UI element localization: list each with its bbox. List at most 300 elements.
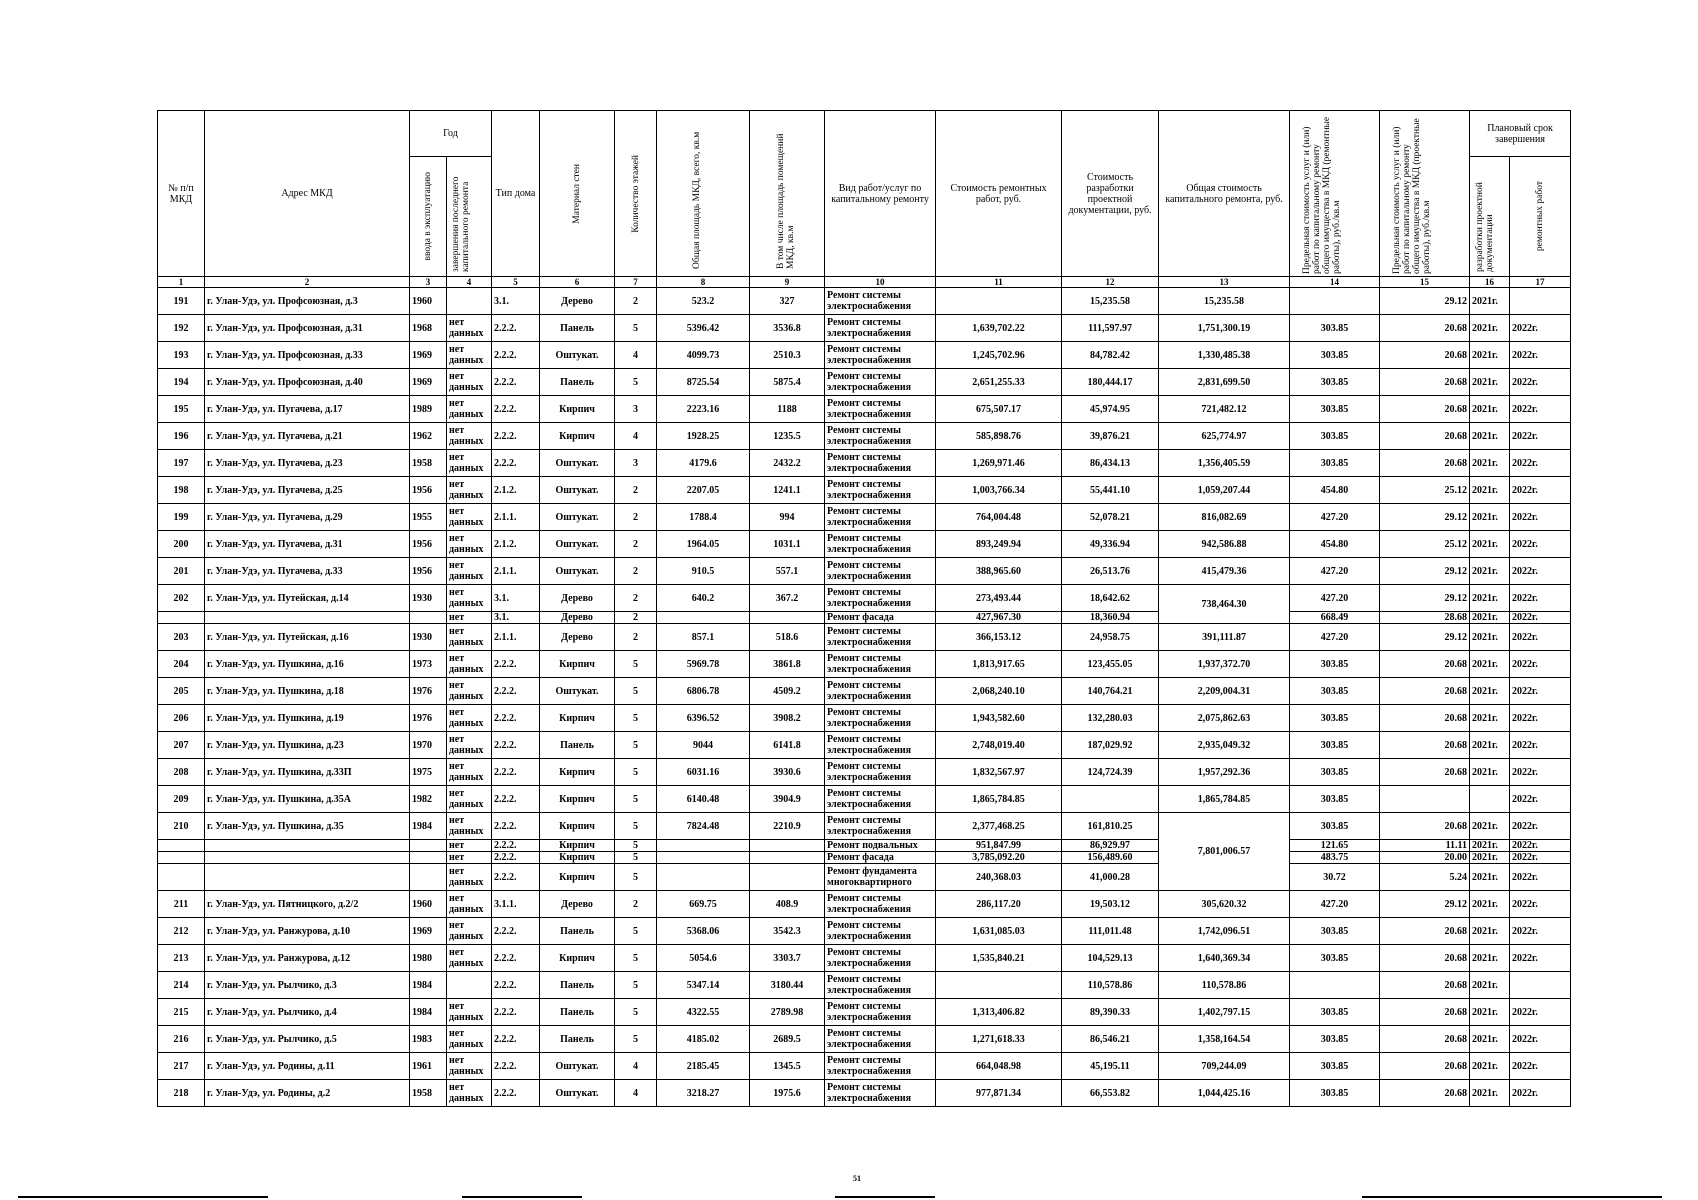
wall-material: Дерево bbox=[540, 624, 615, 651]
year-repair: нет данных bbox=[447, 624, 492, 651]
cost-design bbox=[1062, 786, 1159, 813]
area-premises: 3536.8 bbox=[750, 315, 825, 342]
area-premises: 1345.5 bbox=[750, 1053, 825, 1080]
cost-total: 1,640,369.34 bbox=[1159, 945, 1290, 972]
year-built: 1989 bbox=[410, 396, 447, 423]
row-number: 194 bbox=[158, 369, 205, 396]
address: г. Улан-Удэ, ул. Профсоюзная, д.33 bbox=[205, 342, 410, 369]
cost-design: 132,280.03 bbox=[1062, 705, 1159, 732]
address bbox=[205, 852, 410, 864]
floors: 5 bbox=[615, 840, 657, 852]
row-number: 216 bbox=[158, 1026, 205, 1053]
year-repair: нет данных bbox=[447, 999, 492, 1026]
column-number: 12 bbox=[1062, 277, 1159, 288]
table-row bbox=[158, 531, 1571, 558]
area-total: 2207.05 bbox=[657, 477, 750, 504]
row-number: 217 bbox=[158, 1053, 205, 1080]
cost-repair: 1,832,567.97 bbox=[936, 759, 1062, 786]
floors: 5 bbox=[615, 678, 657, 705]
limit-design: 20.68 bbox=[1380, 315, 1470, 342]
wall-material: Кирпич bbox=[540, 840, 615, 852]
area-premises: 2432.2 bbox=[750, 450, 825, 477]
address: г. Улан-Удэ, ул. Путейская, д.14 bbox=[205, 585, 410, 612]
year-built: 1962 bbox=[410, 423, 447, 450]
planned-design: 2021г. bbox=[1470, 972, 1510, 999]
cost-total: 721,482.12 bbox=[1159, 396, 1290, 423]
planned-design: 2021г. bbox=[1470, 423, 1510, 450]
wall-material: Кирпич bbox=[540, 864, 615, 891]
cost-repair: 1,003,766.34 bbox=[936, 477, 1062, 504]
limit-design bbox=[1380, 786, 1470, 813]
wall-material: Дерево bbox=[540, 585, 615, 612]
area-premises bbox=[750, 852, 825, 864]
year-repair: нет данных bbox=[447, 531, 492, 558]
row-number: 210 bbox=[158, 813, 205, 840]
row-number: 218 bbox=[158, 1080, 205, 1107]
year-built: 1982 bbox=[410, 786, 447, 813]
address: г. Улан-Удэ, ул. Пушкина, д.33П bbox=[205, 759, 410, 786]
floors: 2 bbox=[615, 624, 657, 651]
cost-repair: 977,871.34 bbox=[936, 1080, 1062, 1107]
year-repair: нет данных bbox=[447, 678, 492, 705]
year-built: 1983 bbox=[410, 1026, 447, 1053]
planned-repair: 2022г. bbox=[1510, 999, 1571, 1026]
col-area-total-header: Общая площадь МКД, всего, кв.м bbox=[692, 131, 703, 269]
address: г. Улан-Удэ, ул. Пугачева, д.17 bbox=[205, 396, 410, 423]
cost-design: 15,235.58 bbox=[1062, 288, 1159, 315]
row-number bbox=[158, 612, 205, 624]
cost-design: 18,642.62 bbox=[1062, 585, 1159, 612]
planned-design: 2021г. bbox=[1470, 315, 1510, 342]
limit-repair: 303.85 bbox=[1290, 342, 1380, 369]
floors: 2 bbox=[615, 288, 657, 315]
floors: 5 bbox=[615, 786, 657, 813]
planned-design: 2021г. bbox=[1470, 450, 1510, 477]
cost-repair: 585,898.76 bbox=[936, 423, 1062, 450]
wall-material: Панель bbox=[540, 369, 615, 396]
limit-design: 20.68 bbox=[1380, 450, 1470, 477]
floors: 4 bbox=[615, 423, 657, 450]
column-number: 2 bbox=[205, 277, 410, 288]
year-built: 1961 bbox=[410, 1053, 447, 1080]
year-repair: нет данных bbox=[447, 732, 492, 759]
work-type: Ремонт подвальных bbox=[825, 840, 936, 852]
work-type: Ремонт системы электроснабжения bbox=[825, 891, 936, 918]
area-premises: 1188 bbox=[750, 396, 825, 423]
work-type: Ремонт системы электроснабжения bbox=[825, 585, 936, 612]
year-repair: нет данных bbox=[447, 891, 492, 918]
address bbox=[205, 612, 410, 624]
address bbox=[205, 864, 410, 891]
area-premises: 1031.1 bbox=[750, 531, 825, 558]
work-type: Ремонт системы электроснабжения bbox=[825, 651, 936, 678]
cost-design: 49,336.94 bbox=[1062, 531, 1159, 558]
limit-repair: 668.49 bbox=[1290, 612, 1380, 624]
work-type: Ремонт системы электроснабжения bbox=[825, 369, 936, 396]
limit-repair: 303.85 bbox=[1290, 651, 1380, 678]
planned-repair: 2022г. bbox=[1510, 786, 1571, 813]
cost-design: 110,578.86 bbox=[1062, 972, 1159, 999]
cost-total: 942,586.88 bbox=[1159, 531, 1290, 558]
row-number: 197 bbox=[158, 450, 205, 477]
scan-edge-line bbox=[1362, 1196, 1662, 1198]
wall-material: Оштукат. bbox=[540, 342, 615, 369]
house-type: 2.2.2. bbox=[492, 423, 540, 450]
address: г. Улан-Удэ, ул. Родины, д.11 bbox=[205, 1053, 410, 1080]
house-type: 2.2.2. bbox=[492, 396, 540, 423]
limit-repair: 427.20 bbox=[1290, 504, 1380, 531]
cost-total: 709,244.09 bbox=[1159, 1053, 1290, 1080]
cost-design: 187,029.92 bbox=[1062, 732, 1159, 759]
limit-design: 20.68 bbox=[1380, 1080, 1470, 1107]
wall-material: Оштукат. bbox=[540, 450, 615, 477]
wall-material: Панель bbox=[540, 315, 615, 342]
cost-total: 7,801,006.57 bbox=[1159, 813, 1290, 891]
cost-design: 66,553.82 bbox=[1062, 1080, 1159, 1107]
house-type: 2.2.2. bbox=[492, 972, 540, 999]
planned-repair: 2022г. bbox=[1510, 396, 1571, 423]
work-type: Ремонт системы электроснабжения bbox=[825, 1080, 936, 1107]
table-subrow bbox=[158, 852, 1571, 864]
limit-design: 20.68 bbox=[1380, 999, 1470, 1026]
floors: 5 bbox=[615, 369, 657, 396]
wall-material: Дерево bbox=[540, 288, 615, 315]
cost-repair: 286,117.20 bbox=[936, 891, 1062, 918]
cost-repair: 1,631,085.03 bbox=[936, 918, 1062, 945]
limit-design: 5.24 bbox=[1380, 864, 1470, 891]
year-built: 1955 bbox=[410, 504, 447, 531]
address: г. Улан-Удэ, ул. Пушкина, д.16 bbox=[205, 651, 410, 678]
wall-material: Панель bbox=[540, 999, 615, 1026]
year-built bbox=[410, 864, 447, 891]
area-total: 8725.54 bbox=[657, 369, 750, 396]
cost-design: 111,011.48 bbox=[1062, 918, 1159, 945]
cost-design: 84,782.42 bbox=[1062, 342, 1159, 369]
wall-material: Оштукат. bbox=[540, 1053, 615, 1080]
cost-repair: 1,245,702.96 bbox=[936, 342, 1062, 369]
planned-repair: 2022г. bbox=[1510, 504, 1571, 531]
area-premises: 3303.7 bbox=[750, 945, 825, 972]
row-number: 207 bbox=[158, 732, 205, 759]
planned-design: 2021г. bbox=[1470, 705, 1510, 732]
table-row bbox=[158, 288, 1571, 315]
house-type: 2.2.2. bbox=[492, 759, 540, 786]
year-repair: нет данных bbox=[447, 918, 492, 945]
column-number: 1 bbox=[158, 277, 205, 288]
address: г. Улан-Удэ, ул. Пугачева, д.29 bbox=[205, 504, 410, 531]
work-type: Ремонт фасада bbox=[825, 612, 936, 624]
year-repair: нет данных bbox=[447, 1053, 492, 1080]
table-subrow bbox=[158, 612, 1571, 624]
limit-repair: 303.85 bbox=[1290, 396, 1380, 423]
area-premises: 3180.44 bbox=[750, 972, 825, 999]
table-row bbox=[158, 315, 1571, 342]
year-built: 1958 bbox=[410, 450, 447, 477]
area-premises: 3861.8 bbox=[750, 651, 825, 678]
area-total: 6031.16 bbox=[657, 759, 750, 786]
col-planned-design-header: разработки проектной документации bbox=[1474, 181, 1495, 272]
cost-repair: 388,965.60 bbox=[936, 558, 1062, 585]
planned-repair: 2022г. bbox=[1510, 918, 1571, 945]
wall-material: Кирпич bbox=[540, 852, 615, 864]
limit-design: 20.68 bbox=[1380, 945, 1470, 972]
house-type: 2.2.2. bbox=[492, 1026, 540, 1053]
planned-design: 2021г. bbox=[1470, 852, 1510, 864]
limit-repair: 303.85 bbox=[1290, 315, 1380, 342]
year-built: 1975 bbox=[410, 759, 447, 786]
address: г. Улан-Удэ, ул. Пугачева, д.21 bbox=[205, 423, 410, 450]
area-premises: 1241.1 bbox=[750, 477, 825, 504]
cost-repair: 3,785,092.20 bbox=[936, 852, 1062, 864]
row-number: 213 bbox=[158, 945, 205, 972]
work-type: Ремонт системы электроснабжения bbox=[825, 759, 936, 786]
table-row bbox=[158, 342, 1571, 369]
year-repair: нет данных bbox=[447, 585, 492, 612]
page-number: 51 bbox=[853, 1174, 861, 1183]
cost-total: 625,774.97 bbox=[1159, 423, 1290, 450]
planned-repair: 2022г. bbox=[1510, 1080, 1571, 1107]
repair-program-table bbox=[157, 110, 1571, 1107]
year-repair: нет данных bbox=[447, 342, 492, 369]
area-premises: 2789.98 bbox=[750, 999, 825, 1026]
year-repair: нет данных bbox=[447, 396, 492, 423]
row-number: 203 bbox=[158, 624, 205, 651]
work-type: Ремонт фасада bbox=[825, 852, 936, 864]
cost-total: 1,937,372.70 bbox=[1159, 651, 1290, 678]
planned-repair: 2022г. bbox=[1510, 864, 1571, 891]
area-total: 7824.48 bbox=[657, 813, 750, 840]
work-type: Ремонт системы электроснабжения bbox=[825, 450, 936, 477]
house-type: 2.2.2. bbox=[492, 342, 540, 369]
planned-repair: 2022г. bbox=[1510, 891, 1571, 918]
area-total: 4185.02 bbox=[657, 1026, 750, 1053]
work-type: Ремонт системы электроснабжения bbox=[825, 477, 936, 504]
table-row bbox=[158, 504, 1571, 531]
year-built: 1969 bbox=[410, 342, 447, 369]
column-number: 13 bbox=[1159, 277, 1290, 288]
planned-repair: 2022г. bbox=[1510, 678, 1571, 705]
area-premises: 2689.5 bbox=[750, 1026, 825, 1053]
year-built: 1958 bbox=[410, 1080, 447, 1107]
cost-total: 1,865,784.85 bbox=[1159, 786, 1290, 813]
house-type: 2.2.2. bbox=[492, 864, 540, 891]
wall-material: Оштукат. bbox=[540, 1080, 615, 1107]
area-premises: 3904.9 bbox=[750, 786, 825, 813]
cost-design: 41,000.28 bbox=[1062, 864, 1159, 891]
house-type: 2.2.2. bbox=[492, 786, 540, 813]
year-built: 1960 bbox=[410, 288, 447, 315]
year-repair: нет данных bbox=[447, 1080, 492, 1107]
area-total: 857.1 bbox=[657, 624, 750, 651]
limit-design: 29.12 bbox=[1380, 558, 1470, 585]
wall-material: Панель bbox=[540, 972, 615, 999]
limit-design: 20.68 bbox=[1380, 1053, 1470, 1080]
cost-total: 2,209,004.31 bbox=[1159, 678, 1290, 705]
floors: 4 bbox=[615, 342, 657, 369]
cost-total: 110,578.86 bbox=[1159, 972, 1290, 999]
area-premises: 4509.2 bbox=[750, 678, 825, 705]
cost-repair bbox=[936, 288, 1062, 315]
address: г. Улан-Удэ, ул. Профсоюзная, д.40 bbox=[205, 369, 410, 396]
row-number: 200 bbox=[158, 531, 205, 558]
house-type: 2.1.1. bbox=[492, 504, 540, 531]
scan-edge-line bbox=[462, 1196, 582, 1198]
wall-material: Оштукат. bbox=[540, 558, 615, 585]
cost-design: 39,876.21 bbox=[1062, 423, 1159, 450]
year-built: 1970 bbox=[410, 732, 447, 759]
floors: 5 bbox=[615, 918, 657, 945]
year-built: 1976 bbox=[410, 678, 447, 705]
planned-design: 2021г. bbox=[1470, 864, 1510, 891]
table-subrow bbox=[158, 864, 1571, 891]
area-total: 9044 bbox=[657, 732, 750, 759]
year-repair: нет данных bbox=[447, 786, 492, 813]
col-wall-header: Материал стен bbox=[572, 163, 583, 224]
limit-design: 29.12 bbox=[1380, 624, 1470, 651]
house-type: 3.1. bbox=[492, 612, 540, 624]
cost-total: 2,075,862.63 bbox=[1159, 705, 1290, 732]
table-row bbox=[158, 396, 1571, 423]
house-type: 2.1.2. bbox=[492, 477, 540, 504]
cost-repair: 2,377,468.25 bbox=[936, 813, 1062, 840]
column-number: 7 bbox=[615, 277, 657, 288]
limit-design: 20.68 bbox=[1380, 678, 1470, 705]
work-type: Ремонт системы электроснабжения bbox=[825, 423, 936, 450]
column-number: 4 bbox=[447, 277, 492, 288]
row-number: 199 bbox=[158, 504, 205, 531]
column-number: 10 bbox=[825, 277, 936, 288]
cost-design: 55,441.10 bbox=[1062, 477, 1159, 504]
table-row bbox=[158, 891, 1571, 918]
limit-repair: 427.20 bbox=[1290, 558, 1380, 585]
address: г. Улан-Удэ, ул. Родины, д.2 bbox=[205, 1080, 410, 1107]
wall-material: Кирпич bbox=[540, 651, 615, 678]
floors: 2 bbox=[615, 558, 657, 585]
col-limit-design-header: Предельная стоимость услуг и (или) работ по капитальному ремонту общего имущества в МКД (проектные работы), руб./кв.м bbox=[1391, 117, 1432, 274]
year-built: 1984 bbox=[410, 999, 447, 1026]
year-built: 1930 bbox=[410, 624, 447, 651]
table-row bbox=[158, 1026, 1571, 1053]
year-built bbox=[410, 840, 447, 852]
row-number: 215 bbox=[158, 999, 205, 1026]
house-type: 2.2.2. bbox=[492, 450, 540, 477]
row-number: 201 bbox=[158, 558, 205, 585]
house-type: 2.2.2. bbox=[492, 945, 540, 972]
table-row bbox=[158, 423, 1571, 450]
area-total: 669.75 bbox=[657, 891, 750, 918]
year-built: 1956 bbox=[410, 558, 447, 585]
col-area-premises-header: В том числе площадь помещений МКД, кв.м bbox=[776, 133, 797, 269]
column-number: 5 bbox=[492, 277, 540, 288]
year-repair bbox=[447, 288, 492, 315]
house-type: 2.2.2. bbox=[492, 705, 540, 732]
cost-repair: 764,004.48 bbox=[936, 504, 1062, 531]
planned-design: 2021г. bbox=[1470, 678, 1510, 705]
area-total: 5347.14 bbox=[657, 972, 750, 999]
limit-repair: 303.85 bbox=[1290, 759, 1380, 786]
year-repair: нет данных bbox=[447, 477, 492, 504]
row-number: 198 bbox=[158, 477, 205, 504]
address: г. Улан-Удэ, ул. Пугачева, д.25 bbox=[205, 477, 410, 504]
planned-design: 2021г. bbox=[1470, 288, 1510, 315]
column-number: 9 bbox=[750, 277, 825, 288]
wall-material: Панель bbox=[540, 1026, 615, 1053]
floors: 4 bbox=[615, 1053, 657, 1080]
row-number: 208 bbox=[158, 759, 205, 786]
area-total: 2223.16 bbox=[657, 396, 750, 423]
area-total: 5368.06 bbox=[657, 918, 750, 945]
year-repair: нет данных bbox=[447, 864, 492, 891]
area-total: 4099.73 bbox=[657, 342, 750, 369]
address: г. Улан-Удэ, ул. Пушкина, д.35 bbox=[205, 813, 410, 840]
limit-design: 29.12 bbox=[1380, 585, 1470, 612]
limit-repair: 30.72 bbox=[1290, 864, 1380, 891]
cost-total: 1,957,292.36 bbox=[1159, 759, 1290, 786]
cost-repair: 1,639,702.22 bbox=[936, 315, 1062, 342]
limit-repair: 427.20 bbox=[1290, 891, 1380, 918]
year-repair: нет данных bbox=[447, 558, 492, 585]
work-type: Ремонт системы электроснабжения bbox=[825, 288, 936, 315]
planned-design: 2021г. bbox=[1470, 918, 1510, 945]
column-number: 11 bbox=[936, 277, 1062, 288]
address: г. Улан-Удэ, ул. Рылчико, д.5 bbox=[205, 1026, 410, 1053]
year-built: 1984 bbox=[410, 972, 447, 999]
area-total bbox=[657, 840, 750, 852]
col-cost-repair-header: Стоимость ремонтных работ, руб. bbox=[936, 111, 1062, 277]
floors: 3 bbox=[615, 450, 657, 477]
wall-material: Кирпич bbox=[540, 423, 615, 450]
area-total bbox=[657, 864, 750, 891]
planned-repair: 2022г. bbox=[1510, 840, 1571, 852]
cost-design: 124,724.39 bbox=[1062, 759, 1159, 786]
limit-repair: 303.85 bbox=[1290, 732, 1380, 759]
work-type: Ремонт фундамента многоквартирного bbox=[825, 864, 936, 891]
cost-total: 1,330,485.38 bbox=[1159, 342, 1290, 369]
planned-repair: 2022г. bbox=[1510, 612, 1571, 624]
floors: 5 bbox=[615, 651, 657, 678]
table-row bbox=[158, 786, 1571, 813]
row-number: 205 bbox=[158, 678, 205, 705]
table-body bbox=[158, 288, 1571, 1107]
cost-repair: 664,048.98 bbox=[936, 1053, 1062, 1080]
cost-repair: 273,493.44 bbox=[936, 585, 1062, 612]
cost-total: 1,358,164.54 bbox=[1159, 1026, 1290, 1053]
floors: 5 bbox=[615, 1026, 657, 1053]
house-type: 3.1. bbox=[492, 288, 540, 315]
floors: 5 bbox=[615, 732, 657, 759]
row-number: 209 bbox=[158, 786, 205, 813]
address: г. Улан-Удэ, ул. Пугачева, д.33 bbox=[205, 558, 410, 585]
limit-repair: 121.65 bbox=[1290, 840, 1380, 852]
work-type: Ремонт системы электроснабжения bbox=[825, 918, 936, 945]
cost-repair: 2,068,240.10 bbox=[936, 678, 1062, 705]
year-repair: нет данных bbox=[447, 759, 492, 786]
work-type: Ремонт системы электроснабжения bbox=[825, 396, 936, 423]
limit-repair bbox=[1290, 288, 1380, 315]
year-repair bbox=[447, 972, 492, 999]
wall-material: Кирпич bbox=[540, 945, 615, 972]
cost-total: 1,742,096.51 bbox=[1159, 918, 1290, 945]
area-total: 640.2 bbox=[657, 585, 750, 612]
row-number: 214 bbox=[158, 972, 205, 999]
table-row bbox=[158, 732, 1571, 759]
planned-design: 2021г. bbox=[1470, 840, 1510, 852]
address: г. Улан-Удэ, ул. Ранжурова, д.10 bbox=[205, 918, 410, 945]
col-year-header: Год bbox=[410, 111, 492, 157]
cost-total: 1,751,300.19 bbox=[1159, 315, 1290, 342]
area-total: 1928.25 bbox=[657, 423, 750, 450]
table-row bbox=[158, 945, 1571, 972]
